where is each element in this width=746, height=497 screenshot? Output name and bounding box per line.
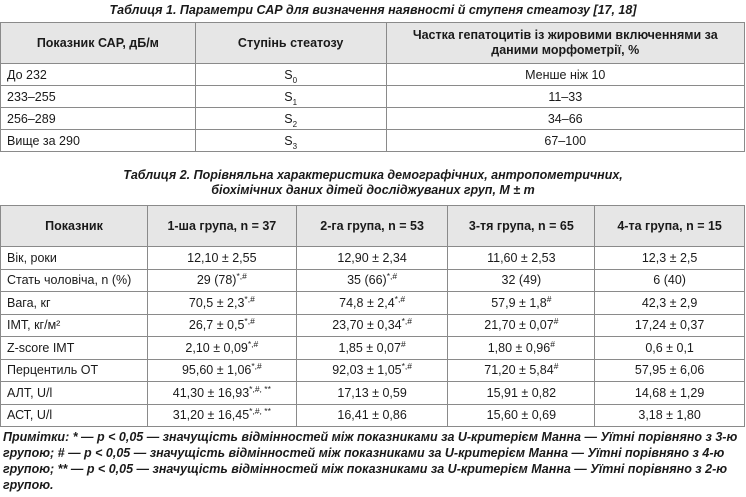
- group1-value: 29 (78)*,#: [147, 269, 296, 292]
- table1-row: [1, 130, 745, 152]
- indicator-label: Z-score ІМТ: [1, 337, 148, 360]
- group2-value: 35 (66)*,#: [296, 269, 448, 292]
- table2-caption-line1: Таблиця 2. Порівняльна характеристика демографічних, антропометричних,: [123, 168, 623, 182]
- group3-value: 1,80 ± 0,96#: [448, 337, 595, 360]
- cap-value: До 232: [1, 64, 196, 86]
- table2-row: [1, 247, 745, 270]
- group4-value: 57,95 ± 6,06: [595, 359, 745, 382]
- steatosis-grade: $S_3$: [195, 130, 386, 152]
- group3-value: 15,60 ± 0,69: [448, 404, 595, 427]
- group1-value: 70,5 ± 2,3*,#: [147, 292, 296, 315]
- hepatocyte-share: Менше ніж 10: [386, 64, 745, 86]
- table2-caption: [0, 168, 746, 198]
- group2-value: 74,8 ± 2,4*,#: [296, 292, 448, 315]
- table1-header-share: Частка гепатоцитів із жировими включеннями за даними морфометрії, %: [386, 23, 745, 64]
- hepatocyte-share: 11–33: [386, 86, 745, 108]
- group4-value: 12,3 ± 2,5: [595, 247, 745, 270]
- group3-value: 32 (49): [448, 269, 595, 292]
- group4-value: 17,24 ± 0,37: [595, 314, 745, 337]
- group2-value: 16,41 ± 0,86: [296, 404, 448, 427]
- indicator-label: Стать чоловіча, n (%): [1, 269, 148, 292]
- steatosis-grade: $S_2$: [195, 108, 386, 130]
- table2-header-row: [1, 206, 745, 247]
- group4-value: 3,18 ± 1,80: [595, 404, 745, 427]
- table2-row: [1, 404, 745, 427]
- table2-header-group2: 2-га група, n = 53: [296, 206, 448, 247]
- indicator-label: ІМТ, кг/м²: [1, 314, 148, 337]
- group3-value: 11,60 ± 2,53: [448, 247, 595, 270]
- table2-header-group4: 4-та група, n = 15: [595, 206, 745, 247]
- table2-row: [1, 269, 745, 292]
- table1-header-grade: Ступінь стеатозу: [195, 23, 386, 64]
- indicator-label: Вага, кг: [1, 292, 148, 315]
- steatosis-grade: $S_1$: [195, 86, 386, 108]
- group4-value: 6 (40): [595, 269, 745, 292]
- group4-value: 42,3 ± 2,9: [595, 292, 745, 315]
- group1-value: 2,10 ± 0,09*,#: [147, 337, 296, 360]
- footnote: Примітки: * — p < 0,05 — значущість відмінностей між показниками за U-критерієм Манна — Уїтні порівняно з 3-ю групою; # — p < 0,05 — значущість відмінностей між показниками за U-критерієм Манна — Уїтні порівняно з 4-ю групою; ** — p < 0,05 — значущість відмінностей між показниками за U-критерієм Манна — Уїтні порівняно з 2-ю групою.: [3, 430, 738, 492]
- hepatocyte-share: 34–66: [386, 108, 745, 130]
- table2: [0, 205, 745, 427]
- table2-row: [1, 359, 745, 382]
- table2-row: [1, 382, 745, 405]
- steatosis-grade: $S_0$: [195, 64, 386, 86]
- group4-value: 14,68 ± 1,29: [595, 382, 745, 405]
- indicator-label: Вік, роки: [1, 247, 148, 270]
- table1-caption: Таблиця 1. Параметри САР для визначення наявності й ступеня стеатозу [17, 18]: [109, 3, 637, 17]
- hepatocyte-share: 67–100: [386, 130, 745, 152]
- group1-value: 41,30 ± 16,93*,#, **: [147, 382, 296, 405]
- table2-header-indicator: Показник: [1, 206, 148, 247]
- group3-value: 71,20 ± 5,84#: [448, 359, 595, 382]
- table1: [0, 22, 745, 152]
- cap-value: 233–255: [1, 86, 196, 108]
- table1-header-row: [1, 23, 745, 64]
- table2-caption-line2: біохімічних даних дітей досліджуваних груп, M ± m: [211, 183, 535, 197]
- group2-value: 1,85 ± 0,07#: [296, 337, 448, 360]
- group2-value: 17,13 ± 0,59: [296, 382, 448, 405]
- indicator-label: АЛТ, U/l: [1, 382, 148, 405]
- indicator-label: Перцентиль ОТ: [1, 359, 148, 382]
- group2-value: 12,90 ± 2,34: [296, 247, 448, 270]
- cap-value: 256–289: [1, 108, 196, 130]
- group1-value: 12,10 ± 2,55: [147, 247, 296, 270]
- group1-value: 31,20 ± 16,45*,#, **: [147, 404, 296, 427]
- group2-value: 92,03 ± 1,05*,#: [296, 359, 448, 382]
- table1-row: [1, 108, 745, 130]
- table2-header-group3: 3-тя група, n = 65: [448, 206, 595, 247]
- group1-value: 26,7 ± 0,5*,#: [147, 314, 296, 337]
- indicator-label: АСТ, U/l: [1, 404, 148, 427]
- table2-row: [1, 292, 745, 315]
- table1-header-cap: Показник САР, дБ/м: [1, 23, 196, 64]
- group2-value: 23,70 ± 0,34*,#: [296, 314, 448, 337]
- table1-row: [1, 86, 745, 108]
- table1-row: [1, 64, 745, 86]
- group1-value: 95,60 ± 1,06*,#: [147, 359, 296, 382]
- table2-row: [1, 314, 745, 337]
- table2-header-group1: 1-ша група, n = 37: [147, 206, 296, 247]
- group3-value: 57,9 ± 1,8#: [448, 292, 595, 315]
- group3-value: 21,70 ± 0,07#: [448, 314, 595, 337]
- cap-value: Вище за 290: [1, 130, 196, 152]
- group3-value: 15,91 ± 0,82: [448, 382, 595, 405]
- group4-value: 0,6 ± 0,1: [595, 337, 745, 360]
- table2-row: [1, 337, 745, 360]
